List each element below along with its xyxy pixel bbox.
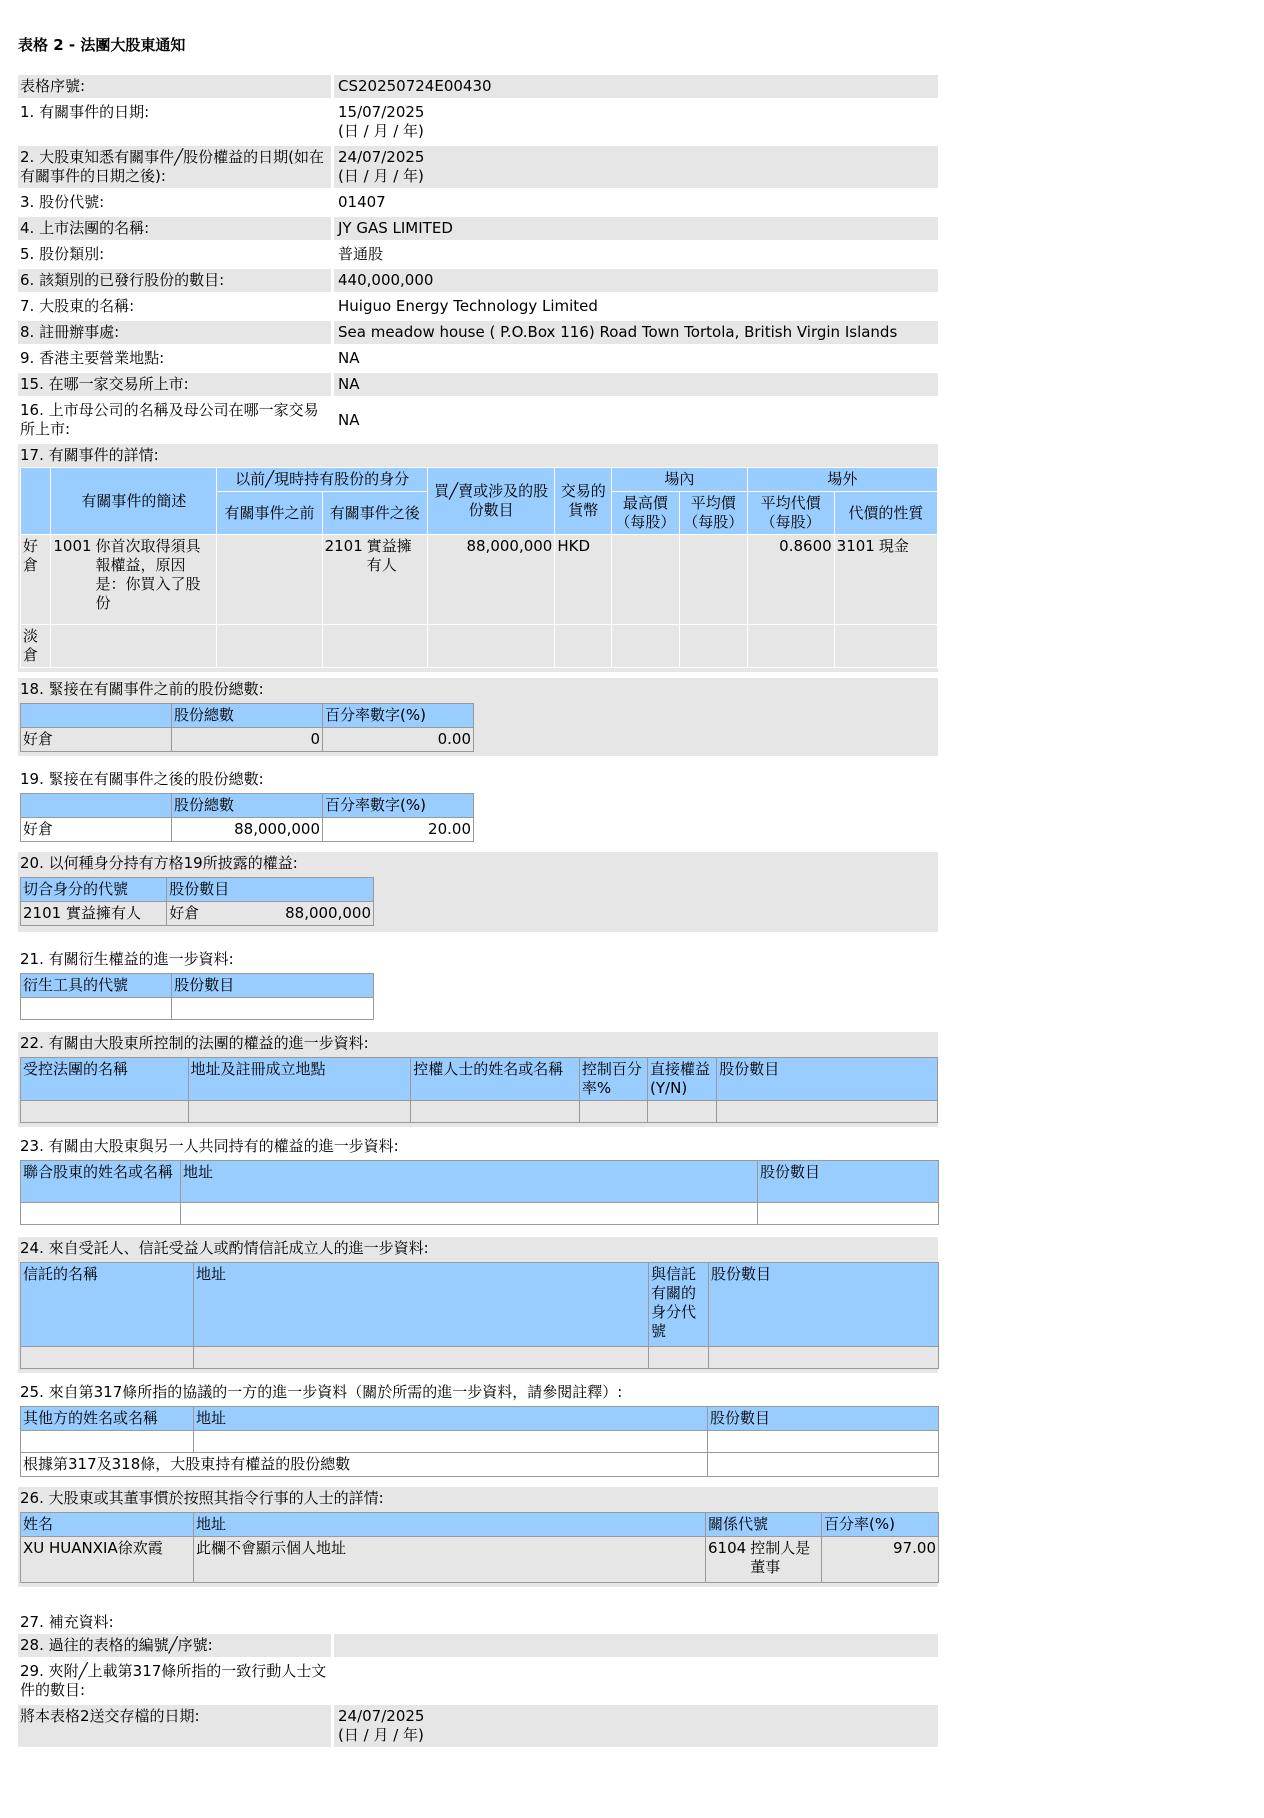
- header-address: 地址及註冊成立地點: [188, 1058, 411, 1101]
- total-shares-label: 根據第317及318條，大股東持有權益的股份總數: [21, 1453, 708, 1477]
- label: 28. 過往的表格的編號╱序號:: [20, 1636, 213, 1654]
- label: 15. 在哪一家交易所上市:: [20, 375, 189, 393]
- row-parent: [18, 399, 938, 441]
- value: [331, 146, 938, 188]
- header-address: 地址: [181, 1161, 758, 1203]
- header-address: 地址: [194, 1407, 708, 1431]
- label: 將本表格2送交存檔的日期:: [20, 1707, 200, 1725]
- section-24-title: 24. 來自受託人、信託受益人或酌情信託成立人的進一步資料:: [18, 1237, 938, 1260]
- row-exchange: [18, 373, 938, 396]
- shares: 88,000,000: [285, 904, 371, 922]
- controlled-corp-table: [20, 1057, 938, 1123]
- form-title: 表格 2 - 法團大股東通知: [18, 36, 186, 54]
- shares-before-table: [20, 703, 474, 752]
- cell: [758, 1203, 939, 1225]
- section-25: [18, 1404, 938, 1481]
- section-26: [18, 1510, 938, 1587]
- header-blank: [21, 704, 172, 728]
- row-company-name: [18, 217, 938, 240]
- header-shares: 股份數目: [717, 1058, 938, 1101]
- header-address: 地址: [194, 1513, 706, 1537]
- section-20: [18, 875, 938, 932]
- label: 4. 上市法團的名稱:: [20, 219, 150, 237]
- percentage: 20.00: [323, 818, 474, 842]
- cell: [708, 1431, 939, 1453]
- section-17-title: 17. 有關事件的詳情:: [18, 444, 938, 467]
- cell: [21, 998, 172, 1020]
- row-hk-place: [18, 347, 938, 370]
- cell: [709, 1347, 939, 1369]
- event-text: 你首次取得須具報權益，原因是：你買入了股份: [95, 537, 201, 612]
- total-shares: 0: [172, 728, 323, 752]
- section-21-title: 21. 有關衍生權益的進一步資料:: [20, 950, 234, 968]
- header-desc: 有關事件的簡述: [51, 468, 217, 535]
- capacity-code: 2101: [324, 537, 363, 555]
- person-address: 此欄不會顯示個人地址: [194, 1537, 706, 1583]
- cell: [181, 1203, 758, 1225]
- section-28: [18, 1634, 938, 1657]
- header-trust-capacity: 與信託有關的身分代號: [649, 1263, 709, 1347]
- row-issued-shares: [18, 269, 938, 292]
- long-label: 好倉: [21, 535, 51, 625]
- label: 6. 該類別的已發行股份的數目:: [20, 271, 225, 289]
- value: CS20250724E00430: [331, 75, 938, 98]
- header-joint-name: 聯合股東的姓名或名稱: [21, 1161, 181, 1203]
- event-details-table: [20, 467, 938, 668]
- after-capacity: [322, 535, 427, 625]
- form-page: [18, 34, 938, 1750]
- value: JY GAS LIMITED: [331, 217, 938, 240]
- nature-code: 3101: [836, 537, 875, 555]
- value: [331, 101, 938, 143]
- row-submit-date: [18, 1705, 938, 1747]
- section-19: [18, 791, 938, 846]
- value: NA: [331, 373, 938, 396]
- row-holder-name: [18, 295, 938, 318]
- cell: [679, 625, 747, 668]
- currency: HKD: [555, 535, 612, 625]
- cell: [21, 1431, 194, 1453]
- value: NA: [331, 399, 938, 441]
- capacity-text: 實益擁有人: [366, 537, 412, 574]
- date-format: (日 / 月 / 年): [338, 1726, 424, 1744]
- header-avg: 平均價（每股）: [679, 492, 747, 535]
- cell: [188, 1101, 411, 1123]
- short-position-row: [21, 625, 938, 668]
- cell: [555, 625, 612, 668]
- cell: [427, 625, 555, 668]
- header-pct: 百分率數字(%): [323, 704, 474, 728]
- capacity-table: [20, 877, 374, 926]
- date: 24/07/2025: [338, 148, 425, 166]
- section-17: [18, 467, 938, 672]
- header-avg-consideration: 平均代價（每股）: [747, 492, 834, 535]
- nature-text: 現金: [878, 537, 909, 555]
- cell: [172, 998, 374, 1020]
- section-23-title: 23. 有關由大股東與另一人共同持有的權益的進一步資料:: [20, 1137, 399, 1155]
- relation-code: 6104: [708, 1539, 747, 1557]
- cell: [747, 625, 834, 668]
- header-control-pct: 控制百分率%: [579, 1058, 647, 1101]
- header-shares: 股份數目: [172, 974, 374, 998]
- total-shares: 88,000,000: [172, 818, 323, 842]
- section-22-title: 22. 有關由大股東所控制的法團的權益的進一步資料:: [18, 1032, 938, 1055]
- label: 5. 股份類別:: [20, 245, 105, 263]
- section-29: [18, 1660, 938, 1702]
- percentage: 0.00: [323, 728, 474, 752]
- position-label: 好倉: [169, 904, 200, 922]
- relation-cell: [706, 1537, 822, 1583]
- header-address: 地址: [194, 1263, 649, 1347]
- event-code: 1001: [53, 537, 92, 555]
- short-label: 淡倉: [21, 625, 51, 668]
- header-corp-name: 受控法團的名稱: [21, 1058, 189, 1101]
- row-registered-office: [18, 321, 938, 344]
- shares-cell: [167, 902, 374, 926]
- header-before: 有關事件之前: [217, 492, 322, 535]
- total-shares: [708, 1453, 939, 1477]
- capacity-code: 2101 實益擁有人: [21, 902, 167, 926]
- header-relation-code: 關係代號: [706, 1513, 822, 1537]
- date: 24/07/2025: [338, 1707, 425, 1725]
- header-shares: 買╱賣或涉及的股份數目: [427, 468, 555, 535]
- shares-after-table: [20, 793, 474, 842]
- section-22: [18, 1055, 938, 1127]
- label: 1. 有關事件的日期:: [20, 103, 150, 121]
- label: 表格序號:: [20, 77, 86, 95]
- label: 29. 夾附╱上載第317條所指的一致行動人士文件的數目:: [20, 1662, 327, 1699]
- header-nature: 代價的性質: [834, 492, 937, 535]
- joint-holder-table: [20, 1160, 939, 1225]
- cell: [194, 1431, 708, 1453]
- value: [331, 1634, 938, 1657]
- high-price: [612, 535, 680, 625]
- cell: [648, 1101, 717, 1123]
- value: Sea meadow house ( P.O.Box 116) Road Town Tortola, British Virgin Islands: [331, 321, 938, 344]
- label: 7. 大股東的名稱:: [20, 297, 135, 315]
- header-capacity-code: 切合身分的代號: [21, 878, 167, 902]
- section-18-title: 18. 緊接在有關事件之前的股份總數:: [18, 678, 938, 701]
- cell: [717, 1101, 938, 1123]
- header-total: 股份總數: [172, 794, 323, 818]
- header-direct: 直接權益(Y/N): [648, 1058, 717, 1101]
- cell: [834, 625, 937, 668]
- value: 440,000,000: [331, 269, 938, 292]
- header-shares: 股份數目: [708, 1407, 939, 1431]
- header-blank: [21, 468, 51, 535]
- value: [331, 1660, 938, 1702]
- label: 9. 香港主要營業地點:: [20, 349, 165, 367]
- section-21: [18, 971, 938, 1026]
- cell: [217, 625, 322, 668]
- label: 8. 註冊辦事處:: [20, 323, 120, 341]
- before-capacity: [217, 535, 322, 625]
- position-label: 好倉: [21, 728, 172, 752]
- cell: [51, 625, 217, 668]
- header-high: 最高價（每股）: [612, 492, 680, 535]
- cell: [21, 1203, 181, 1225]
- date: 15/07/2025: [338, 103, 425, 121]
- header-controller: 控權人士的姓名或名稱: [411, 1058, 580, 1101]
- cell: [21, 1101, 189, 1123]
- value: 普通股: [331, 243, 938, 266]
- event-desc: [51, 535, 217, 625]
- section-25-title: 25. 來自第317條所指的協議的一方的進一步資料（關於所需的進一步資料，請參閱註釋）:: [20, 1383, 623, 1401]
- nature: [834, 535, 937, 625]
- value: [331, 1705, 938, 1747]
- avg-consideration: 0.8600: [747, 535, 834, 625]
- section-20-title: 20. 以何種身分持有方格19所披露的權益:: [18, 852, 938, 875]
- section-27: 27. 補充資料:: [20, 1613, 114, 1631]
- label: 3. 股份代號:: [20, 193, 105, 211]
- relation-text: 控制人是董事: [750, 1539, 811, 1576]
- long-position-row: [21, 535, 938, 625]
- header-after: 有關事件之後: [322, 492, 427, 535]
- header-total: 股份總數: [172, 704, 323, 728]
- cell: [411, 1101, 580, 1123]
- derivative-table: [20, 973, 374, 1020]
- value: NA: [331, 347, 938, 370]
- header-blank: [21, 794, 172, 818]
- label: 2. 大股東知悉有關事件╱股份權益的日期(如在有關事件的日期之後):: [20, 148, 324, 185]
- section-19-title: 19. 緊接在有關事件之後的股份總數:: [20, 770, 264, 788]
- agreement-party-table: [20, 1406, 939, 1477]
- cell: [194, 1347, 649, 1369]
- header-off-exchange: 場外: [747, 468, 937, 492]
- row-event-date: [18, 101, 938, 143]
- cell: [612, 625, 680, 668]
- header-shares: 股份數目: [167, 878, 374, 902]
- header-on-exchange: 場內: [612, 468, 748, 492]
- value: 01407: [331, 191, 938, 214]
- section-18: [18, 701, 938, 756]
- section-24: [18, 1260, 938, 1373]
- percentage: 97.00: [822, 1537, 939, 1583]
- header-other-party: 其他方的姓名或名稱: [21, 1407, 194, 1431]
- header-pct: 百分率(%): [822, 1513, 939, 1537]
- section-26-title: 26. 大股東或其董事慣於按照其指令行事的人士的詳情:: [18, 1487, 938, 1510]
- header-currency: 交易的貨幣: [555, 468, 612, 535]
- header-trust-name: 信託的名稱: [21, 1263, 194, 1347]
- avg-price: [679, 535, 747, 625]
- header-name: 姓名: [21, 1513, 194, 1537]
- date-format: (日 / 月 / 年): [338, 122, 424, 140]
- label: 16. 上市母公司的名稱及母公司在哪一家交易所上市:: [20, 401, 319, 438]
- cell: [322, 625, 427, 668]
- cell: [21, 1347, 194, 1369]
- directed-persons-table: [20, 1512, 939, 1583]
- row-stock-code: [18, 191, 938, 214]
- header-derivative-code: 衍生工具的代號: [21, 974, 172, 998]
- header-pct: 百分率數字(%): [323, 794, 474, 818]
- cell: [649, 1347, 709, 1369]
- header-shares: 股份數目: [709, 1263, 939, 1347]
- header-shares: 股份數目: [758, 1161, 939, 1203]
- cell: [579, 1101, 647, 1123]
- header-capacity: 以前╱現時持有股份的身分: [217, 468, 428, 492]
- person-name: XU HUANXIA徐欢霞: [21, 1537, 194, 1583]
- date-format: (日 / 月 / 年): [338, 167, 424, 185]
- row-aware-date: [18, 146, 938, 188]
- row-serial: [18, 75, 938, 98]
- section-23: [18, 1158, 938, 1231]
- row-share-class: [18, 243, 938, 266]
- trust-table: [20, 1262, 939, 1369]
- position-label: 好倉: [21, 818, 172, 842]
- shares-involved: 88,000,000: [427, 535, 555, 625]
- value: Huiguo Energy Technology Limited: [331, 295, 938, 318]
